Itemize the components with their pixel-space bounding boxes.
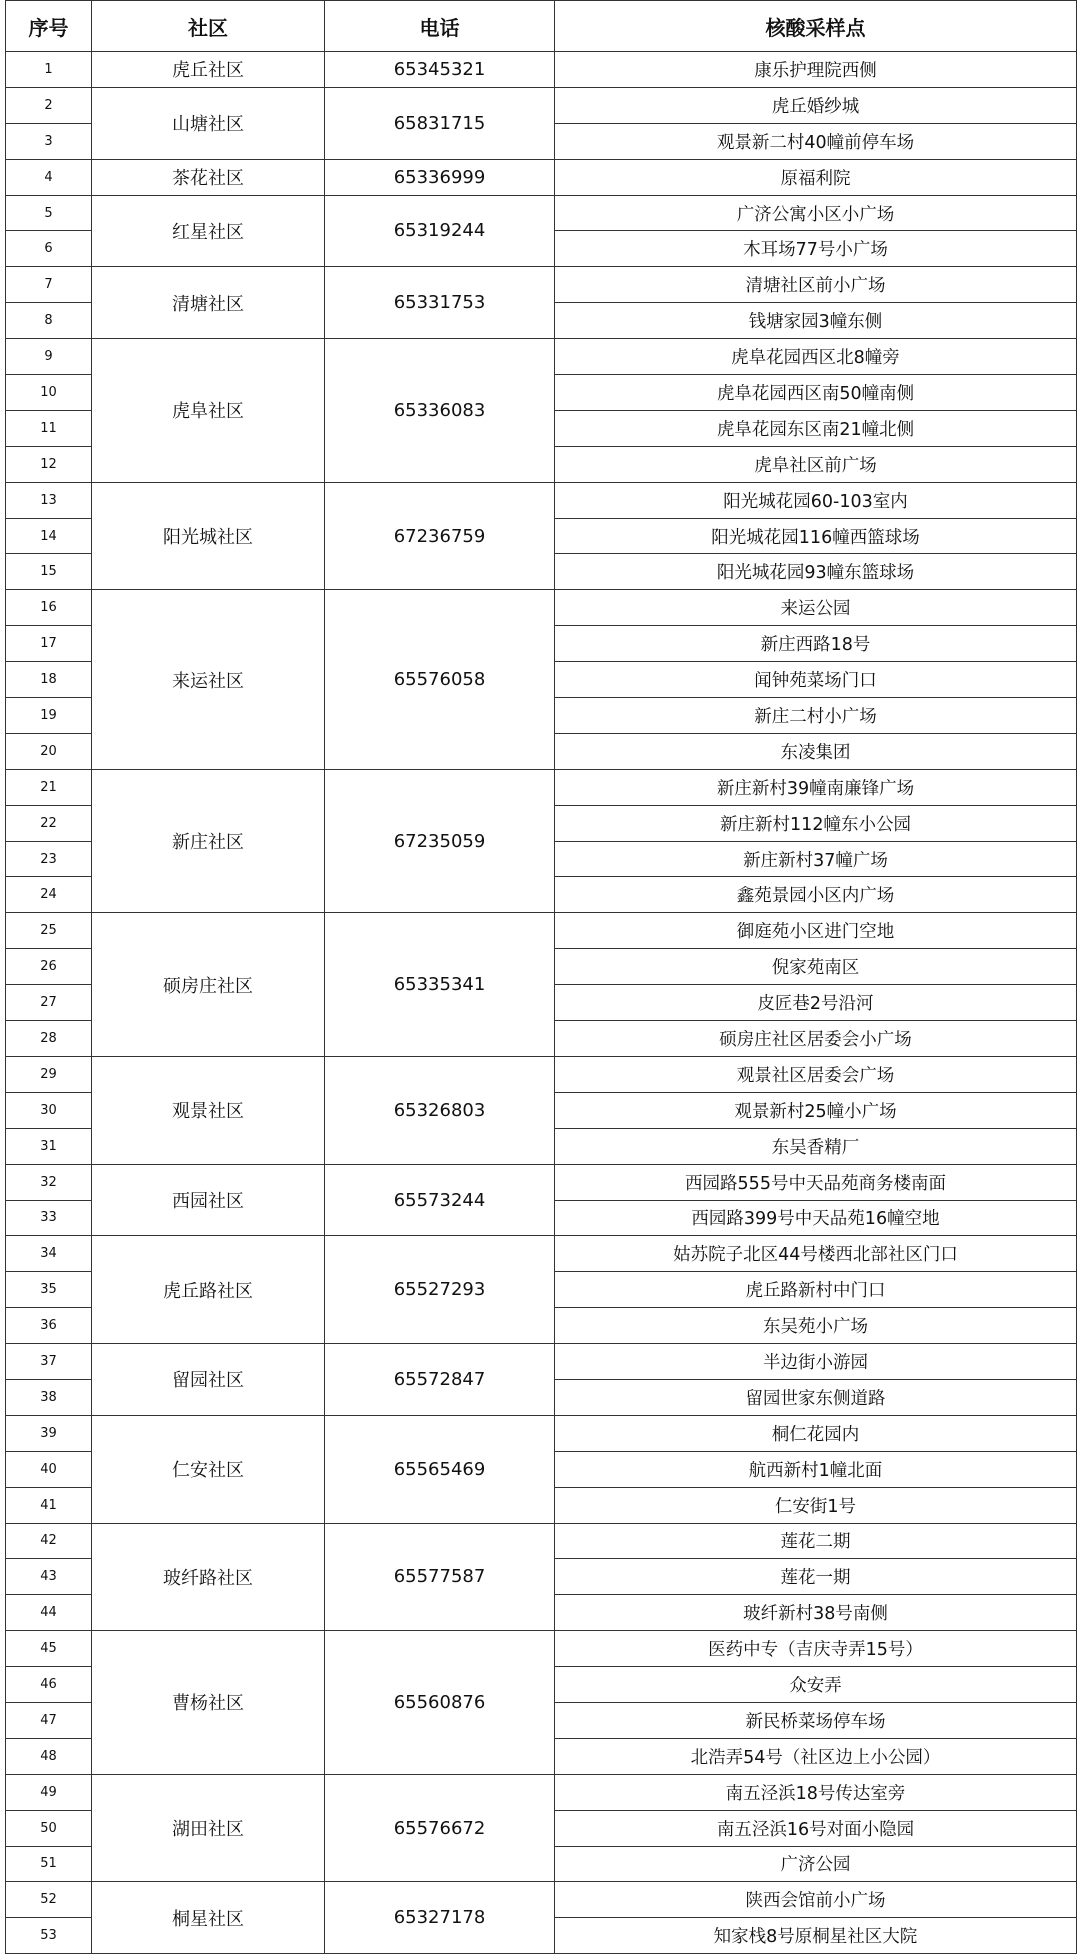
community-name: 观景社区 bbox=[92, 1056, 325, 1164]
row-number: 31 bbox=[6, 1128, 92, 1164]
row-number: 41 bbox=[6, 1487, 92, 1523]
row-number: 33 bbox=[6, 1200, 92, 1236]
community-name: 硕房庄社区 bbox=[92, 913, 325, 1057]
community-name: 仁安社区 bbox=[92, 1415, 325, 1523]
community-phone: 65577587 bbox=[325, 1523, 555, 1631]
row-number: 22 bbox=[6, 805, 92, 841]
sampling-site: 莲花一期 bbox=[555, 1559, 1077, 1595]
community-name: 留园社区 bbox=[92, 1344, 325, 1416]
sampling-site: 御庭苑小区进门空地 bbox=[555, 913, 1077, 949]
sampling-site: 新庄二村小广场 bbox=[555, 698, 1077, 734]
sampling-site: 桐仁花园内 bbox=[555, 1415, 1077, 1451]
sampling-site: 留园世家东侧道路 bbox=[555, 1379, 1077, 1415]
sampling-site: 东凌集团 bbox=[555, 733, 1077, 769]
row-number: 24 bbox=[6, 877, 92, 913]
table-row bbox=[6, 195, 1077, 231]
community-phone: 65336083 bbox=[325, 339, 555, 483]
community-name: 红星社区 bbox=[92, 195, 325, 267]
community-phone: 65573244 bbox=[325, 1164, 555, 1236]
sampling-site: 倪家苑南区 bbox=[555, 949, 1077, 985]
row-number: 53 bbox=[6, 1918, 92, 1954]
community-name: 清塘社区 bbox=[92, 267, 325, 339]
table-row bbox=[6, 913, 1077, 949]
community-phone: 65336999 bbox=[325, 159, 555, 195]
row-number: 7 bbox=[6, 267, 92, 303]
sampling-site: 原福利院 bbox=[555, 159, 1077, 195]
community-name: 桐星社区 bbox=[92, 1882, 325, 1954]
row-number: 12 bbox=[6, 446, 92, 482]
row-number: 25 bbox=[6, 913, 92, 949]
row-number: 35 bbox=[6, 1272, 92, 1308]
community-name: 曹杨社区 bbox=[92, 1631, 325, 1775]
table-row bbox=[6, 1882, 1077, 1918]
row-number: 50 bbox=[6, 1810, 92, 1846]
table-row bbox=[6, 267, 1077, 303]
community-name: 来运社区 bbox=[92, 590, 325, 769]
row-number: 19 bbox=[6, 698, 92, 734]
row-number: 48 bbox=[6, 1738, 92, 1774]
row-number: 39 bbox=[6, 1415, 92, 1451]
sampling-site: 北浩弄54号（社区边上小公园） bbox=[555, 1738, 1077, 1774]
community-phone: 65331753 bbox=[325, 267, 555, 339]
table-row bbox=[6, 482, 1077, 518]
community-name: 新庄社区 bbox=[92, 769, 325, 913]
row-number: 52 bbox=[6, 1882, 92, 1918]
sampling-site: 清塘社区前小广场 bbox=[555, 267, 1077, 303]
table-row bbox=[6, 1774, 1077, 1810]
row-number: 17 bbox=[6, 626, 92, 662]
table-body bbox=[6, 52, 1077, 1954]
community-name: 虎阜社区 bbox=[92, 339, 325, 483]
row-number: 30 bbox=[6, 1092, 92, 1128]
sampling-site: 仁安街1号 bbox=[555, 1487, 1077, 1523]
row-number: 11 bbox=[6, 410, 92, 446]
sampling-site: 新庄新村39幢南廉锋广场 bbox=[555, 769, 1077, 805]
row-number: 2 bbox=[6, 87, 92, 123]
row-number: 34 bbox=[6, 1236, 92, 1272]
community-name: 西园社区 bbox=[92, 1164, 325, 1236]
sampling-site: 众安弄 bbox=[555, 1667, 1077, 1703]
community-phone: 65560876 bbox=[325, 1631, 555, 1775]
sampling-site: 康乐护理院西侧 bbox=[555, 52, 1077, 88]
sampling-site: 虎阜花园西区南50幢南侧 bbox=[555, 375, 1077, 411]
sampling-site: 闻钟苑菜场门口 bbox=[555, 662, 1077, 698]
sampling-site: 阳光城花园93幢东篮球场 bbox=[555, 554, 1077, 590]
table-header bbox=[6, 1, 1077, 52]
row-number: 20 bbox=[6, 733, 92, 769]
table-row bbox=[6, 159, 1077, 195]
community-phone: 65327178 bbox=[325, 1882, 555, 1954]
sampling-site: 南五泾浜18号传达室旁 bbox=[555, 1774, 1077, 1810]
community-phone: 65335341 bbox=[325, 913, 555, 1057]
sampling-site: 皮匠巷2号沿河 bbox=[555, 985, 1077, 1021]
sampling-site: 鑫苑景园小区内广场 bbox=[555, 877, 1077, 913]
row-number: 42 bbox=[6, 1523, 92, 1559]
community-phone: 67235059 bbox=[325, 769, 555, 913]
table-row bbox=[6, 1344, 1077, 1380]
sampling-site: 医药中专（吉庆寺弄15号） bbox=[555, 1631, 1077, 1667]
community-phone: 65345321 bbox=[325, 52, 555, 88]
community-name: 茶花社区 bbox=[92, 159, 325, 195]
community-name: 湖田社区 bbox=[92, 1774, 325, 1882]
row-number: 15 bbox=[6, 554, 92, 590]
community-phone: 65576058 bbox=[325, 590, 555, 769]
row-number: 9 bbox=[6, 339, 92, 375]
sampling-site: 陕西会馆前小广场 bbox=[555, 1882, 1077, 1918]
row-number: 16 bbox=[6, 590, 92, 626]
header-row bbox=[6, 1, 1077, 52]
sampling-site: 虎丘婚纱城 bbox=[555, 87, 1077, 123]
sampling-site: 姑苏院子北区44号楼西北部社区门口 bbox=[555, 1236, 1077, 1272]
row-number: 8 bbox=[6, 303, 92, 339]
sampling-site: 虎阜花园东区南21幢北侧 bbox=[555, 410, 1077, 446]
sampling-site: 阳光城花园60-103室内 bbox=[555, 482, 1077, 518]
row-number: 51 bbox=[6, 1846, 92, 1882]
sampling-site: 虎阜社区前广场 bbox=[555, 446, 1077, 482]
row-number: 36 bbox=[6, 1308, 92, 1344]
community-name: 玻纤路社区 bbox=[92, 1523, 325, 1631]
sampling-site: 广济公园 bbox=[555, 1846, 1077, 1882]
sampling-site: 木耳场77号小广场 bbox=[555, 231, 1077, 267]
row-number: 5 bbox=[6, 195, 92, 231]
row-number: 26 bbox=[6, 949, 92, 985]
sampling-site: 新民桥菜场停车场 bbox=[555, 1702, 1077, 1738]
sampling-site: 新庄新村37幢广场 bbox=[555, 841, 1077, 877]
row-number: 40 bbox=[6, 1451, 92, 1487]
community-name: 阳光城社区 bbox=[92, 482, 325, 590]
table-row bbox=[6, 1236, 1077, 1272]
row-number: 47 bbox=[6, 1702, 92, 1738]
community-name: 山塘社区 bbox=[92, 87, 325, 159]
row-number: 14 bbox=[6, 518, 92, 554]
community-name: 虎丘社区 bbox=[92, 52, 325, 88]
table-row bbox=[6, 52, 1077, 88]
sampling-site: 南五泾浜16号对面小隐园 bbox=[555, 1810, 1077, 1846]
sampling-site: 广济公寓小区小广场 bbox=[555, 195, 1077, 231]
row-number: 6 bbox=[6, 231, 92, 267]
sampling-site: 来运公园 bbox=[555, 590, 1077, 626]
community-phone: 65572847 bbox=[325, 1344, 555, 1416]
row-number: 43 bbox=[6, 1559, 92, 1595]
row-number: 44 bbox=[6, 1595, 92, 1631]
sampling-site: 新庄新村112幢东小公园 bbox=[555, 805, 1077, 841]
header-phone: 电话 bbox=[325, 1, 555, 52]
row-number: 21 bbox=[6, 769, 92, 805]
sampling-sites-table bbox=[5, 0, 1077, 1954]
row-number: 4 bbox=[6, 159, 92, 195]
community-phone: 65326803 bbox=[325, 1056, 555, 1164]
sampling-site: 西园路555号中天品苑商务楼南面 bbox=[555, 1164, 1077, 1200]
community-phone: 65831715 bbox=[325, 87, 555, 159]
row-number: 27 bbox=[6, 985, 92, 1021]
row-number: 28 bbox=[6, 1021, 92, 1057]
community-phone: 67236759 bbox=[325, 482, 555, 590]
sampling-site: 莲花二期 bbox=[555, 1523, 1077, 1559]
sampling-site: 观景新二村40幢前停车场 bbox=[555, 123, 1077, 159]
sampling-site: 玻纤新村38号南侧 bbox=[555, 1595, 1077, 1631]
row-number: 3 bbox=[6, 123, 92, 159]
sampling-site: 西园路399号中天品苑16幢空地 bbox=[555, 1200, 1077, 1236]
sampling-site: 东吴苑小广场 bbox=[555, 1308, 1077, 1344]
community-phone: 65576672 bbox=[325, 1774, 555, 1882]
community-phone: 65319244 bbox=[325, 195, 555, 267]
table-row bbox=[6, 1523, 1077, 1559]
table-row bbox=[6, 1631, 1077, 1667]
table-row bbox=[6, 87, 1077, 123]
sampling-site: 知家栈8号原桐星社区大院 bbox=[555, 1918, 1077, 1954]
row-number: 37 bbox=[6, 1344, 92, 1380]
sampling-site: 钱塘家园3幢东侧 bbox=[555, 303, 1077, 339]
row-number: 23 bbox=[6, 841, 92, 877]
community-name: 虎丘路社区 bbox=[92, 1236, 325, 1344]
table-row bbox=[6, 1415, 1077, 1451]
sampling-site: 半边街小游园 bbox=[555, 1344, 1077, 1380]
header-seq: 序号 bbox=[6, 1, 92, 52]
sampling-site: 虎阜花园西区北8幢旁 bbox=[555, 339, 1077, 375]
sampling-site: 观景新村25幢小广场 bbox=[555, 1092, 1077, 1128]
row-number: 10 bbox=[6, 375, 92, 411]
sampling-site: 硕房庄社区居委会小广场 bbox=[555, 1021, 1077, 1057]
header-sampling-site: 核酸采样点 bbox=[555, 1, 1077, 52]
table-row bbox=[6, 1164, 1077, 1200]
row-number: 13 bbox=[6, 482, 92, 518]
row-number: 49 bbox=[6, 1774, 92, 1810]
table-row bbox=[6, 769, 1077, 805]
table-row bbox=[6, 339, 1077, 375]
row-number: 29 bbox=[6, 1056, 92, 1092]
row-number: 38 bbox=[6, 1379, 92, 1415]
header-community: 社区 bbox=[92, 1, 325, 52]
sampling-site: 东吴香精厂 bbox=[555, 1128, 1077, 1164]
community-phone: 65527293 bbox=[325, 1236, 555, 1344]
sampling-site: 航西新村1幢北面 bbox=[555, 1451, 1077, 1487]
row-number: 45 bbox=[6, 1631, 92, 1667]
sampling-site: 阳光城花园116幢西篮球场 bbox=[555, 518, 1077, 554]
table-row bbox=[6, 1056, 1077, 1092]
row-number: 32 bbox=[6, 1164, 92, 1200]
community-phone: 65565469 bbox=[325, 1415, 555, 1523]
table-row bbox=[6, 590, 1077, 626]
sampling-site: 虎丘路新村中门口 bbox=[555, 1272, 1077, 1308]
row-number: 1 bbox=[6, 52, 92, 88]
row-number: 18 bbox=[6, 662, 92, 698]
row-number: 46 bbox=[6, 1667, 92, 1703]
sampling-site: 新庄西路18号 bbox=[555, 626, 1077, 662]
sampling-site: 观景社区居委会广场 bbox=[555, 1056, 1077, 1092]
